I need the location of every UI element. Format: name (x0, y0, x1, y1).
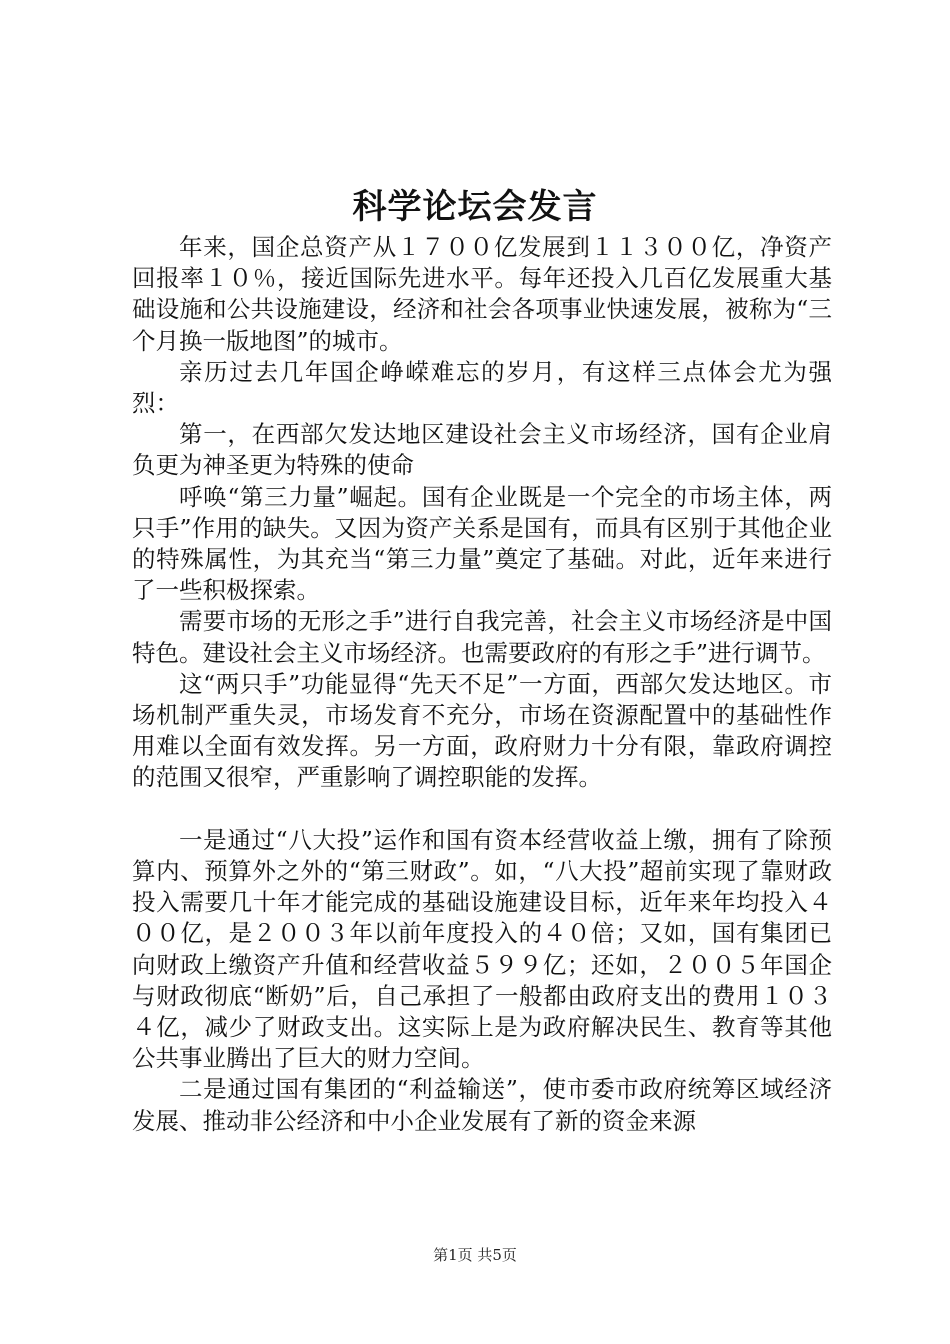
paragraph: 年来，国企总资产从１７００亿发展到１１３００亿，净资产回报率１０％，接近国际先进水平。每年还投入几百亿发展重大基础设施和公共设施建设，经济和社会各项事业快速发展，被称为“三个月换一版地图”的城市。 (132, 233, 832, 355)
paragraph: 一是通过“八大投”运作和国有资本经营收益上缴，拥有了除预算内、预算外之外的“第三财政”。如，“八大投”超前实现了靠财政投入需要几十年才能完成的基础设施建设目标，近年来年均投入４００亿，是２００３年以前年度投入的４０倍；又如，国有集团已向财政上缴资产升值和经营收益５９９亿；还如，２００５年国企与财政彻底“断奶”后，自己承担了一般都由政府支出的费用１０３４亿，减少了财政支出。这实际上是为政府解决民生、教育等其他公共事业腾出了巨大的财力空间。 (132, 825, 832, 1073)
document-body (132, 232, 832, 1137)
page-title: 科学论坛会发言 (352, 187, 598, 227)
paragraph: 需要市场的无形之手”进行自我完善，社会主义市场经济是中国特色。建设社会主义市场经济。也需要政府的有形之手”进行调节。 (132, 607, 832, 667)
paragraph-spacer (132, 794, 832, 825)
paragraph: 亲历过去几年国企峥嵘难忘的岁月，有这样三点体会尤为强烈： (132, 357, 832, 418)
page-footer: 第1页 共5页 (433, 1246, 517, 1264)
paragraph: 呼唤“第三力量”崛起。国有企业既是一个完全的市场主体，两只手”作用的缺失。又因为资产关系是国有，而具有区别于其他企业的特殊属性，为其充当“第三力量”奠定了基础。对此，近年来进行了一些积极探索。 (132, 482, 832, 605)
paragraph: 第一，在西部欠发达地区建设社会主义市场经济，国有企业肩负更为神圣更为特殊的使命 (132, 420, 832, 480)
paragraph: 二是通过国有集团的“利益输送”，使市委市政府统筹区域经济发展、推动非公经济和中小企业发展有了新的资金来源 (132, 1075, 832, 1135)
paragraph: 这“两只手”功能显得“先天不足”一方面，西部欠发达地区。市场机制严重失灵，市场发育不充分，市场在资源配置中的基础性作用难以全面有效发挥。另一方面，政府财力十分有限，靠政府调控的范围又很窄，严重影响了调控职能的发挥。 (132, 669, 832, 792)
